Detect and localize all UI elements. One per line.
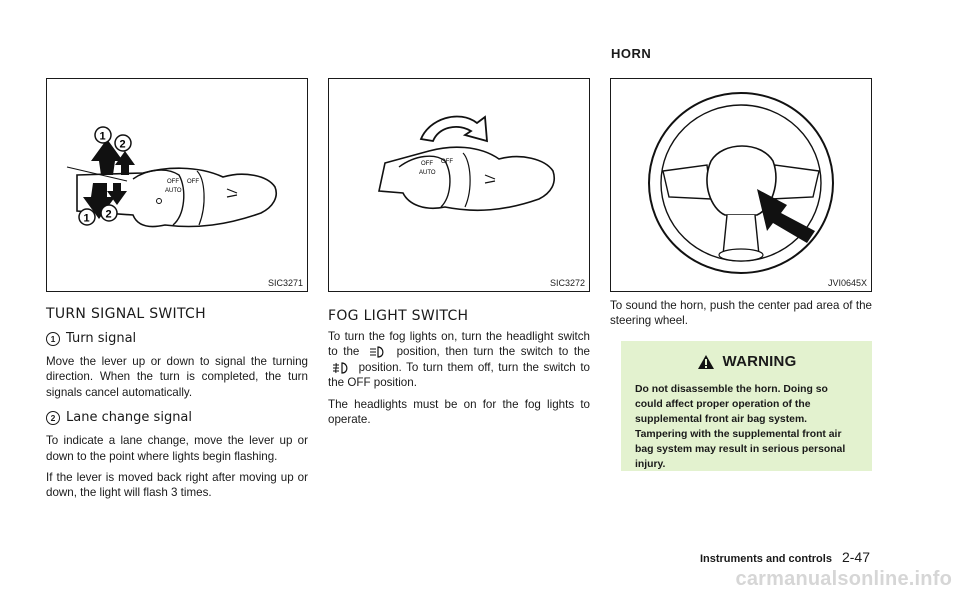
stalk-label-off: OFF	[167, 179, 179, 185]
watermark: carmanualsonline.info	[735, 568, 952, 590]
figure-id-sic3271: SIC3271	[267, 278, 303, 288]
turn-signal-subheading	[46, 331, 308, 346]
fog-light-illustration	[329, 79, 591, 293]
turn-signal-section	[46, 306, 308, 501]
warning-title: WARNING	[722, 353, 797, 370]
headlight-icon	[369, 346, 387, 358]
rotate-arrow-icon	[421, 116, 487, 141]
svg-text:AUTO: AUTO	[419, 170, 436, 176]
fog-light-icon	[332, 362, 350, 374]
warning-text: Do not disassemble the horn. Doing so could affect proper operation of the supplemental front air bag system. Tampering with the supplemental front air bag system may result in serious personal injury.	[635, 384, 846, 470]
figure-id-sic3272: SIC3272	[549, 278, 585, 288]
page-number: 2-47	[841, 549, 870, 565]
lane-change-text-1: To indicate a lane change, move the lever up or down to the point where lights begin flashing.	[46, 434, 308, 463]
stalk-label-auto: AUTO	[165, 188, 182, 194]
svg-text:1: 1	[83, 212, 90, 225]
svg-text:2: 2	[105, 208, 112, 221]
turn-signal-subtitle: Turn signal	[66, 331, 137, 346]
steering-wheel-illustration	[611, 79, 873, 293]
svg-text:OFF: OFF	[441, 159, 453, 165]
horn-figure	[610, 78, 872, 292]
lane-change-subtitle: Lane change signal	[66, 410, 193, 426]
turn-signal-title: TURN SIGNAL SWITCH	[46, 306, 206, 322]
fog-light-section	[328, 306, 590, 427]
lane-change-subheading	[46, 410, 308, 425]
number-2-icon: 2	[46, 411, 60, 425]
warning-header	[635, 353, 858, 370]
lane-change-text-2: If the lever is moved back right after moving up or down, the light will flash 3 times.	[46, 471, 308, 500]
svg-text:2: 2	[119, 138, 126, 151]
fog-light-figure	[328, 78, 590, 292]
fog-light-title: FOG LIGHT SWITCH	[328, 308, 469, 324]
footer-section-name: Instruments and controls	[699, 553, 832, 565]
fog-light-text-2: The headlights must be on for the fog lights to operate.	[328, 397, 590, 427]
fog-light-text-1: To turn the fog lights on, turn the headlight switch to the position, then turn the switch to the position. To turn them off, turn the switch to the OFF position.	[328, 330, 590, 390]
warning-box	[621, 341, 872, 471]
horn-section	[610, 298, 872, 329]
number-1-icon: 1	[46, 332, 60, 346]
page-footer	[700, 549, 870, 565]
turn-signal-figure	[46, 78, 308, 292]
figure-id-jvi0645x: JVI0645X	[827, 278, 867, 288]
turn-signal-illustration	[47, 79, 309, 293]
svg-text:1: 1	[99, 130, 106, 143]
warning-triangle-icon	[697, 354, 715, 370]
horn-section-title: HORN	[611, 46, 652, 61]
stalk-label-off2: OFF	[187, 179, 199, 185]
turn-signal-text: Move the lever up or down to signal the turning direction. When the turn is completed, the turn signals cancel automatically.	[46, 355, 308, 399]
horn-text: To sound the horn, push the center pad area of the steering wheel.	[610, 299, 872, 328]
svg-text:OFF: OFF	[421, 161, 433, 167]
